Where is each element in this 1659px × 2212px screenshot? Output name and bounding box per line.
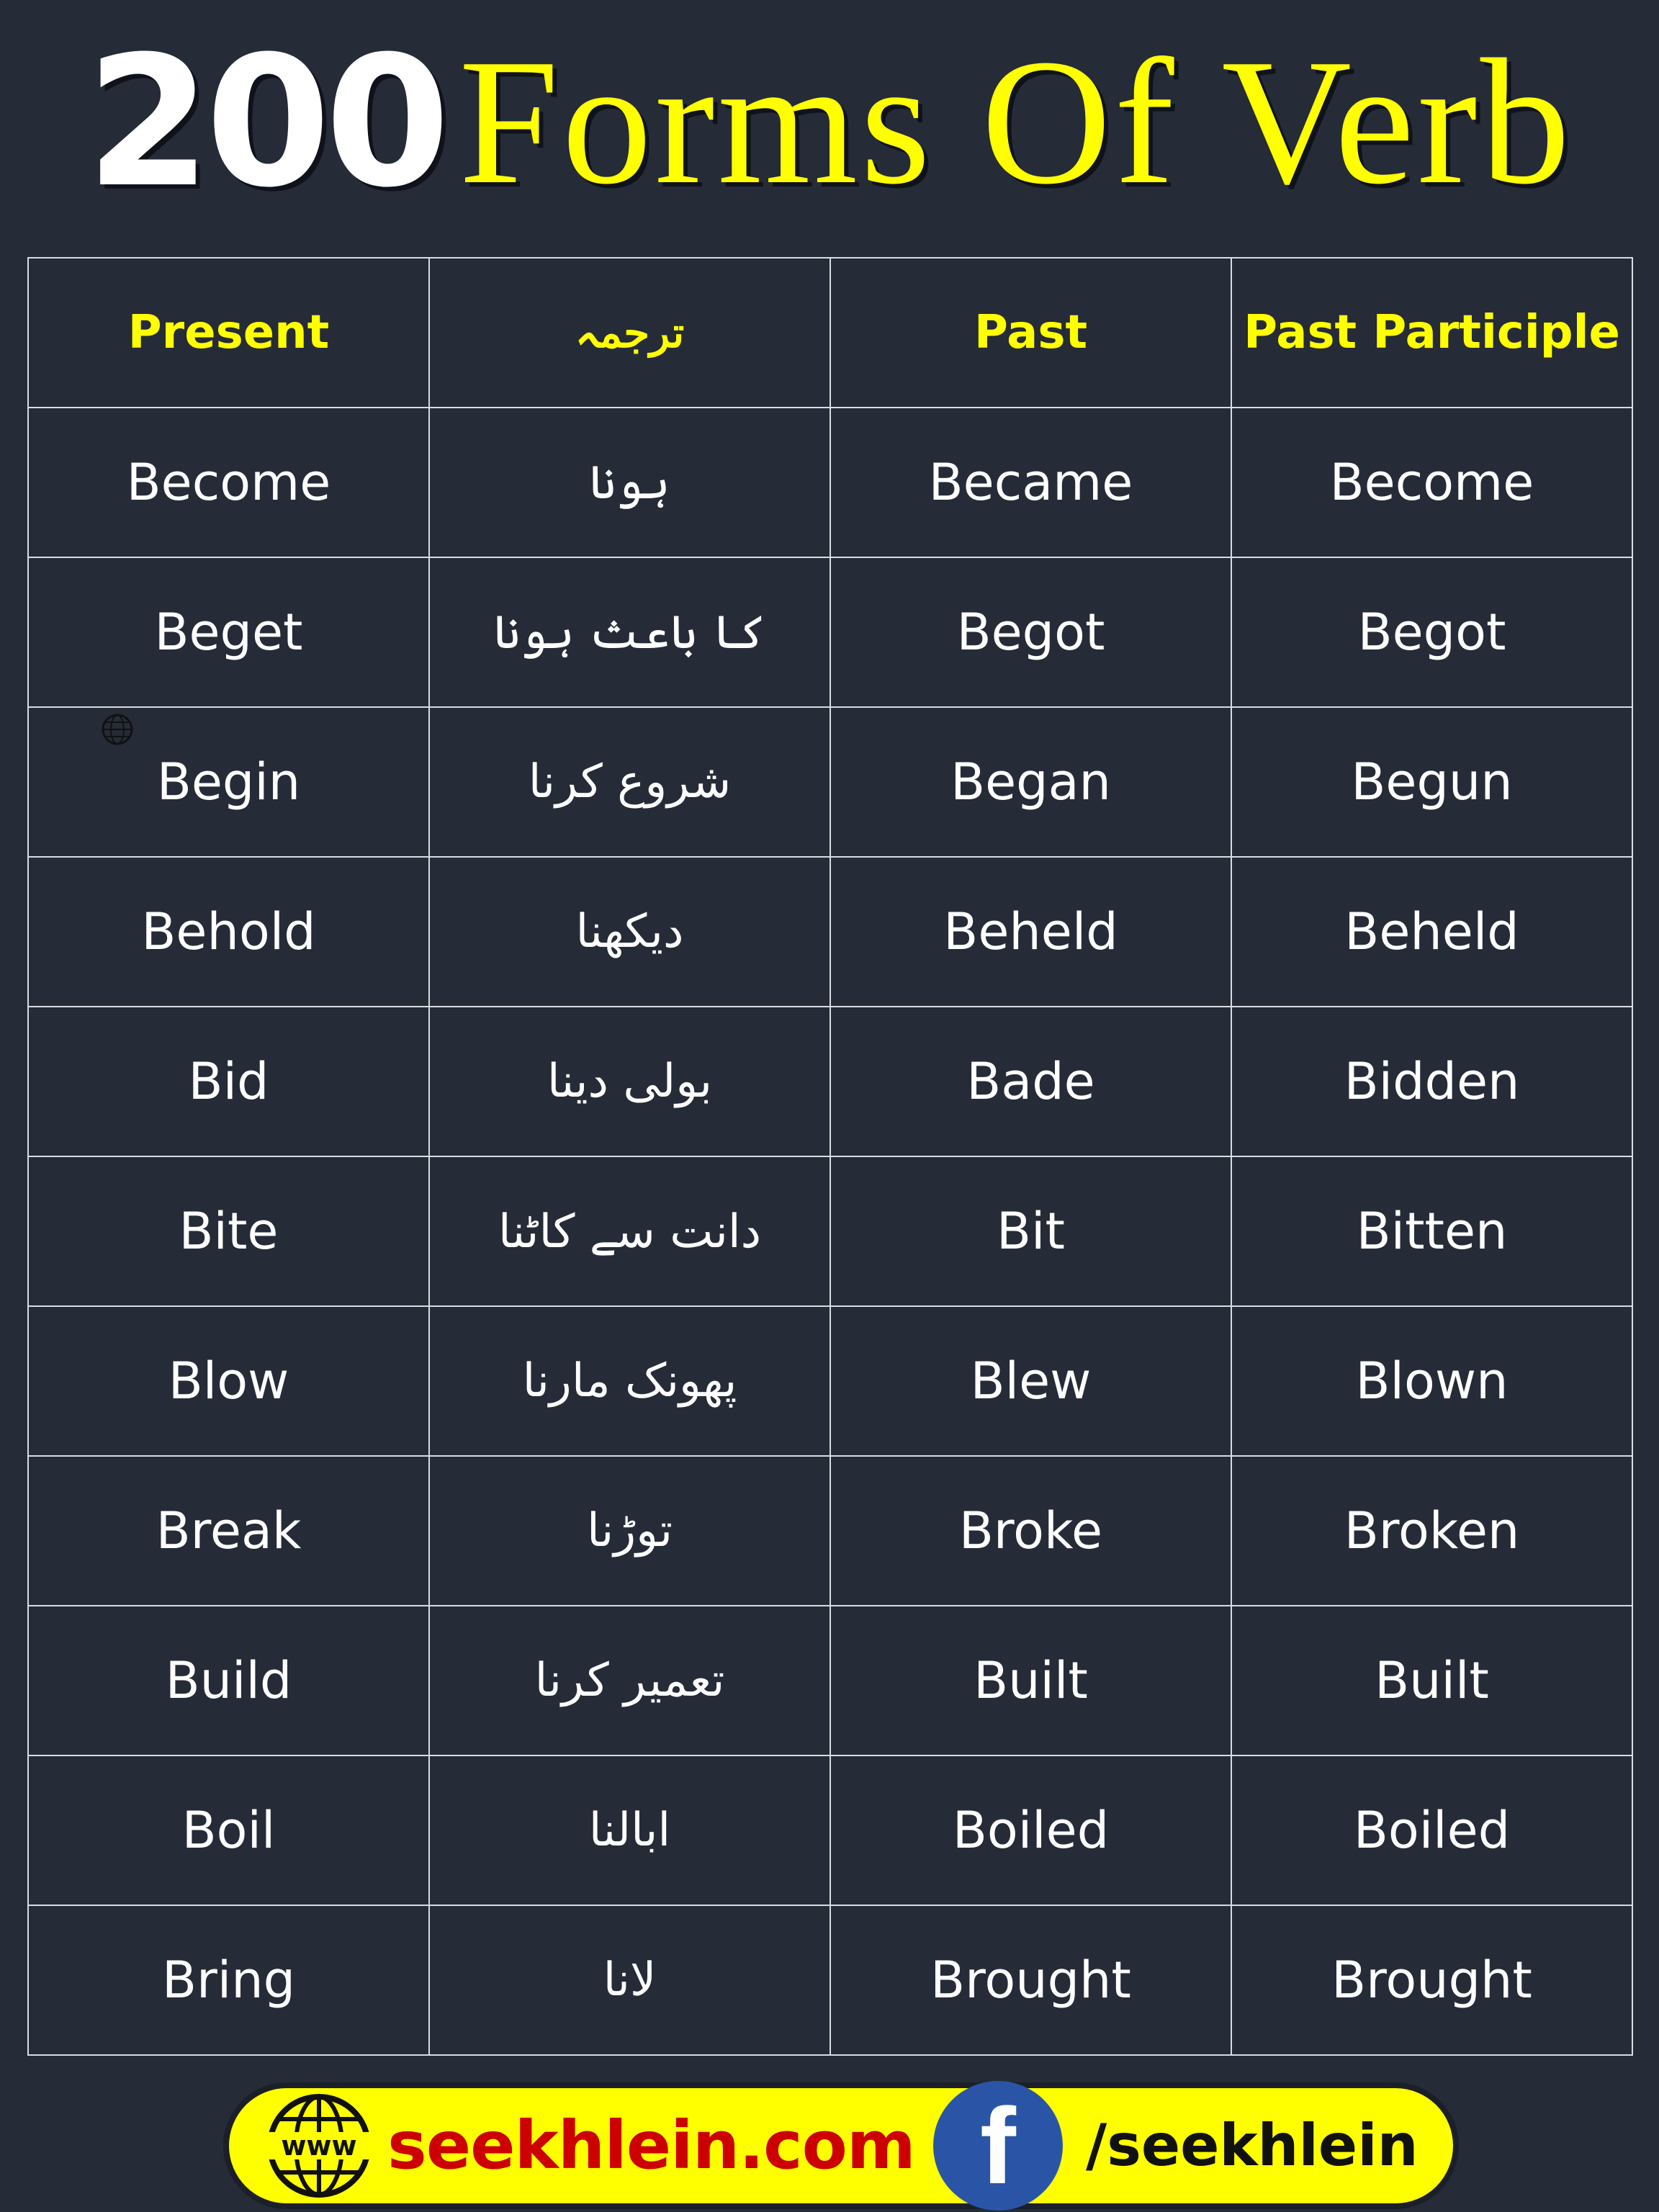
cell-translation: توڑنا xyxy=(429,1456,830,1606)
cell-translation: بولی دینا xyxy=(429,1007,830,1156)
cell-past-participle: Begot xyxy=(1231,557,1632,707)
cell-past-participle: Begun xyxy=(1231,707,1632,857)
table-header-row xyxy=(28,258,1632,408)
cell-present: Behold xyxy=(28,857,429,1007)
verb-forms-table xyxy=(27,257,1633,2056)
cell-present: Bite xyxy=(28,1156,429,1306)
cell-present: Build xyxy=(28,1606,429,1755)
cell-present: Blow xyxy=(28,1306,429,1456)
cell-past-participle: Bitten xyxy=(1231,1156,1632,1306)
title-number: 200 xyxy=(86,17,445,227)
cell-past-participle: Blown xyxy=(1231,1306,1632,1456)
website-link[interactable]: seekhlein.com xyxy=(387,2107,915,2184)
globe-icon xyxy=(265,2092,373,2200)
cell-past-participle: Broken xyxy=(1231,1456,1632,1606)
globe-watermark-icon xyxy=(101,713,134,746)
facebook-icon[interactable] xyxy=(933,2081,1063,2211)
footer-banner xyxy=(229,2085,1453,2206)
table-row xyxy=(28,1755,1632,1905)
page-title xyxy=(0,14,1659,230)
table-row xyxy=(28,707,1632,857)
cell-past-participle: Boiled xyxy=(1231,1755,1632,1905)
cell-translation: پھونک مارنا xyxy=(429,1306,830,1456)
cell-past: Began xyxy=(830,707,1231,857)
cell-translation: ہونا xyxy=(429,408,830,557)
cell-present: Boil xyxy=(28,1755,429,1905)
cell-past: Broke xyxy=(830,1456,1231,1606)
table-row xyxy=(28,1007,1632,1156)
cell-present: Bid xyxy=(28,1007,429,1156)
cell-past: Brought xyxy=(830,1905,1231,2055)
cell-translation: لانا xyxy=(429,1905,830,2055)
cell-past: Boiled xyxy=(830,1755,1231,1905)
header-past: Past xyxy=(830,258,1231,408)
cell-past-participle: Brought xyxy=(1231,1905,1632,2055)
cell-translation: شروع کرنا xyxy=(429,707,830,857)
table-row xyxy=(28,1156,1632,1306)
table-row xyxy=(28,557,1632,707)
table-row xyxy=(28,857,1632,1007)
cell-translation: ابالنا xyxy=(429,1755,830,1905)
cell-translation: تعمیر کرنا xyxy=(429,1606,830,1755)
cell-past: Bit xyxy=(830,1156,1231,1306)
cell-present: Break xyxy=(28,1456,429,1606)
cell-past: Blew xyxy=(830,1306,1231,1456)
header-translation: ترجمہ xyxy=(429,258,830,408)
header-present: Present xyxy=(28,258,429,408)
cell-past: Bade xyxy=(830,1007,1231,1156)
header-past-participle: Past Participle xyxy=(1231,258,1632,408)
cell-past: Beheld xyxy=(830,857,1231,1007)
cell-past: Begot xyxy=(830,557,1231,707)
title-text: Forms Of Verb xyxy=(459,22,1573,222)
table-row xyxy=(28,1606,1632,1755)
table-row xyxy=(28,1456,1632,1606)
globe-www-text: www xyxy=(281,2130,357,2162)
cell-present: Become xyxy=(28,408,429,557)
cell-present: Bring xyxy=(28,1905,429,2055)
table-row xyxy=(28,1905,1632,2055)
cell-present: Beget xyxy=(28,557,429,707)
cell-translation: کا باعث ہونا xyxy=(429,557,830,707)
facebook-handle[interactable]: /seekhlein xyxy=(1086,2112,1419,2179)
cell-present: Begin xyxy=(28,707,429,857)
cell-past: Became xyxy=(830,408,1231,557)
cell-past-participle: Beheld xyxy=(1231,857,1632,1007)
cell-past-participle: Become xyxy=(1231,408,1632,557)
cell-translation: دانت سے کاٹنا xyxy=(429,1156,830,1306)
cell-translation: دیکھنا xyxy=(429,857,830,1007)
cell-past: Built xyxy=(830,1606,1231,1755)
cell-past-participle: Bidden xyxy=(1231,1007,1632,1156)
cell-past-participle: Built xyxy=(1231,1606,1632,1755)
table-row xyxy=(28,1306,1632,1456)
facebook-letter: f xyxy=(980,2085,1016,2206)
table-row xyxy=(28,408,1632,557)
